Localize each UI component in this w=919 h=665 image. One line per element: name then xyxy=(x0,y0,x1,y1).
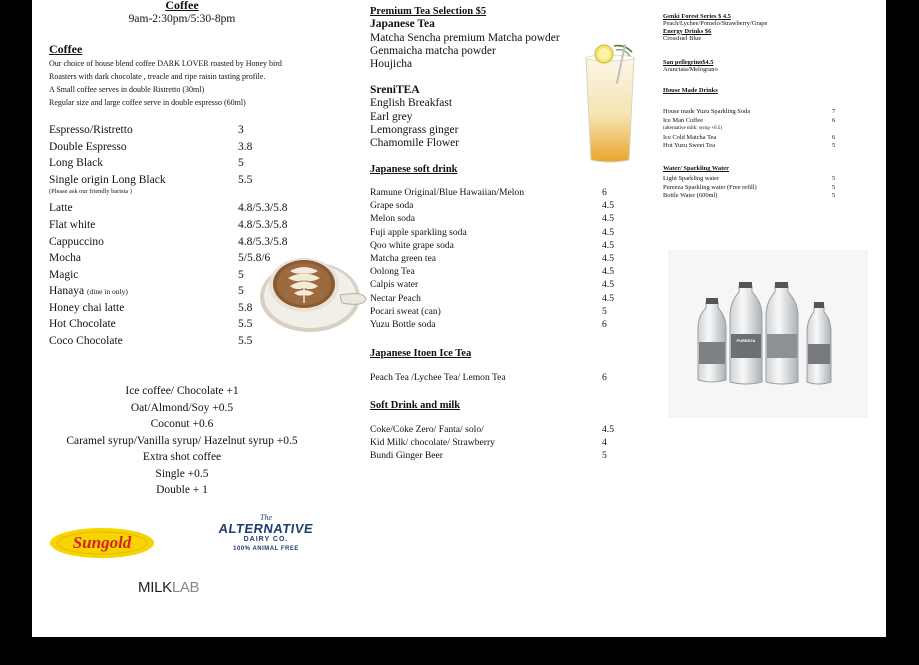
drink-name: Ice Man Coffee xyxy=(663,116,703,124)
sanpellegrino xyxy=(663,59,853,74)
drink-name: Pureeza Sparkling water (Free refill) xyxy=(663,183,757,191)
drink-name: Peach Tea /Lychee Tea/ Lemon Tea xyxy=(370,372,506,383)
drink-price: 5 xyxy=(832,175,836,182)
tea-item: Houjicha xyxy=(370,58,413,71)
menu-item-price: 5/5.8/6 xyxy=(238,252,271,264)
drink-name: Fuji apple sparkling soda xyxy=(370,226,467,238)
menu-sheet xyxy=(32,0,886,637)
alt-logo-tag: 100% ANIMAL FREE xyxy=(233,546,299,552)
soft-drink-milk-heading: Soft Drink and milk xyxy=(370,400,461,411)
drink-name: (alternative milk: syrup +0.5) xyxy=(663,126,722,131)
drink-name: Oolong Tea xyxy=(370,266,415,278)
col3-top xyxy=(663,13,853,43)
menu-item-price: 5.5 xyxy=(238,174,253,186)
sanpellegrino-heading: San pellegrino$4.5 xyxy=(663,59,714,66)
drink-price: 5 xyxy=(832,142,836,149)
opening-hours: 9am-2:30pm/5:30-8pm xyxy=(128,13,236,25)
alternative-dairy-logo xyxy=(216,513,316,563)
description-line: A Small coffee serves in double Ristretto (30ml) xyxy=(49,85,205,94)
energy-item: Crossfuel Blue xyxy=(663,35,702,43)
genki-flavours: Peach/Lychee/Pomelo/Strawberry/Grape xyxy=(663,20,768,28)
menu-item-name: Single origin Long Black xyxy=(49,174,166,186)
drink-price: 5 xyxy=(832,183,836,191)
srenitea-heading: SreniTEA xyxy=(370,84,420,96)
iced-drink-image xyxy=(580,42,640,166)
drink-name: Ramune Original/Blue Hawaiian/Melon xyxy=(370,187,524,198)
drink-name: Ice Cold Matcha Tea xyxy=(663,133,717,141)
extra-line: Single +0.5 xyxy=(155,467,209,480)
bottles-graphic xyxy=(668,250,868,418)
drink-price: 4.5 xyxy=(602,253,614,264)
coffee-extras xyxy=(52,383,312,499)
extra-line: Double + 1 xyxy=(156,484,208,496)
extra-line: Caramel syrup/Vanilla syrup/ Hazelnut syrup +0.5 xyxy=(66,434,298,447)
drink-price: 6 xyxy=(832,133,836,141)
drink-name: Calpis water xyxy=(370,279,419,291)
sanpellegrino-item: Aranciata/Melograno xyxy=(663,66,718,74)
bottle-label: PUREEZA xyxy=(736,338,756,343)
drink-price: 6 xyxy=(602,187,607,198)
genki-heading: Genki Forest Series $ 4.5 xyxy=(663,13,731,20)
description-line: Regular size and large coffee serve in double espresso (60ml) xyxy=(49,98,246,107)
alt-logo-sub: DAIRY CO. xyxy=(243,536,289,543)
menu-item-name: Long Black xyxy=(49,157,103,169)
itoen-heading: Japanese Itoen Ice Tea xyxy=(370,348,472,359)
drink-price: 6 xyxy=(832,116,836,124)
alt-logo-main: ALTERNATIVE xyxy=(217,521,315,536)
menu-item-name: Flat white xyxy=(49,219,96,231)
extra-line: Extra shot coffee xyxy=(142,451,222,463)
tea-item: Chamomile Flower xyxy=(370,137,460,150)
drink-name: Nectar Peach xyxy=(370,292,421,304)
bottles-image xyxy=(668,250,868,418)
drink-price: 5 xyxy=(602,450,607,462)
menu-item-hanaya xyxy=(49,285,128,298)
menu-item-name: Honey chai latte xyxy=(49,301,125,314)
menu-item-name: Cappuccino xyxy=(49,235,104,248)
menu-item-price: 5 xyxy=(238,268,244,281)
milklab-logo xyxy=(138,579,199,597)
extra-line: Coconut +0.6 xyxy=(150,418,214,430)
drink-name: Melon soda xyxy=(370,213,416,225)
drink-name: Grape soda xyxy=(370,200,414,212)
coffee-heading: Coffee xyxy=(49,42,83,56)
drink-price: 5 xyxy=(602,305,607,317)
premium-tea-heading: Premium Tea Selection $5 xyxy=(370,6,487,17)
house-made-heading: House Made Drinks xyxy=(663,87,718,94)
menu-item-price: 5 xyxy=(238,285,244,297)
coffee-title: Coffee xyxy=(165,0,199,12)
drink-name: Kid Milk/ chocolate/ Strawberry xyxy=(370,437,495,449)
drink-name: Matcha green tea xyxy=(370,253,437,264)
drink-price: 4.5 xyxy=(602,292,614,304)
water-heading: Water/ Sparkling Water xyxy=(663,165,729,172)
sungold-logo xyxy=(49,527,155,559)
drink-name: Qoo white grape soda xyxy=(370,239,454,251)
alt-logo-the: The xyxy=(260,513,272,522)
soft-drink-milk-list xyxy=(370,425,620,465)
menu-item-price: 3 xyxy=(238,124,244,136)
energy-heading: Energy Drinks $6 xyxy=(663,27,712,35)
menu-item-price: 5.5 xyxy=(238,318,253,330)
menu-item-price: 5 xyxy=(238,157,244,169)
menu-item-name: Magic xyxy=(49,268,79,281)
japanese-tea-heading: Japanese Tea xyxy=(370,18,435,31)
menu-item-price: 4.8/5.3/5.8 xyxy=(238,202,288,214)
menu-item-note: (dine in only) xyxy=(87,287,128,296)
menu-item-price: 5.8 xyxy=(238,301,253,314)
drink-price: 4 xyxy=(602,437,607,449)
drink-price: 5 xyxy=(832,192,836,199)
menu-item-name: Hanaya xyxy=(49,285,85,297)
menu-item-price: 4.8/5.3/5.8 xyxy=(238,219,288,231)
description-line: Roasters with dark chocolate , treacle and ripe raisin tasting profile. xyxy=(49,72,266,81)
drink-name: Bundi Ginger Beer xyxy=(370,450,444,462)
drink-name: House made Yuzu Sparkling Soda xyxy=(663,108,751,115)
latte-art-image xyxy=(260,253,370,335)
menu-item-note: (Please ask our friendly barista ) xyxy=(49,188,132,195)
drink-price: 4.5 xyxy=(602,266,614,278)
drink-name: Yuzu Bottle soda xyxy=(370,319,436,330)
menu-item-price: 5.5 xyxy=(238,334,253,347)
menu-item-name: Latte xyxy=(49,202,73,214)
drink-price: 4.5 xyxy=(602,226,614,238)
menu-item-name: Mocha xyxy=(49,252,81,264)
drink-price: 4.5 xyxy=(602,213,614,225)
description-line: Our choice of house blend coffee DARK LOVER roasted by Honey bird xyxy=(49,59,282,68)
drink-price: 6 xyxy=(602,372,607,383)
drink-name: Pocari sweat (can) xyxy=(370,305,441,317)
menu-item-price: 3.8 xyxy=(238,140,253,153)
menu-item-name: Double Espresso xyxy=(49,140,127,153)
menu-item-name: Espresso/Ristretto xyxy=(49,124,133,136)
tea-item: Earl grey xyxy=(370,110,413,123)
menu-item-name: Hot Chocolate xyxy=(49,318,116,330)
drink-name: Hot Yuzu Sweet Tea xyxy=(663,142,715,149)
japanese-soft-drink-heading: Japanese soft drink xyxy=(370,164,458,175)
drink-price: 4.5 xyxy=(602,200,614,212)
tea-item: Matcha Sencha premium Matcha powder xyxy=(370,31,560,44)
drink-price: 7 xyxy=(832,108,836,115)
extra-line: Ice coffee/ Chocolate +1 xyxy=(125,385,239,397)
drink-name: Light Sparkling water xyxy=(663,175,720,182)
extra-line: Oat/Almond/Soy +0.5 xyxy=(130,401,234,414)
drink-name: Bottle Water (600ml) xyxy=(663,192,718,199)
milklab-milk: MILK xyxy=(138,579,172,596)
tea-item: English Breakfast xyxy=(370,97,453,110)
house-made-list xyxy=(663,108,838,156)
sungold-wordmark: Sungold xyxy=(72,533,132,552)
tea-item: Genmaicha matcha powder xyxy=(370,44,496,57)
tea-item: Lemongrass ginger xyxy=(370,123,459,136)
drink-price: 6 xyxy=(602,319,607,330)
water-list xyxy=(663,175,838,205)
drink-price: 4.5 xyxy=(602,424,614,435)
coffee-description xyxy=(49,59,282,108)
menu-item-price: 4.8/5.3/5.8 xyxy=(238,235,288,248)
menu-item-name: Coco Chocolate xyxy=(49,334,123,347)
milklab-lab: LAB xyxy=(171,579,200,596)
japanese-soft-drink-list xyxy=(370,188,620,336)
drink-price: 4.5 xyxy=(602,239,614,251)
drink-price: 4.5 xyxy=(602,279,614,291)
drink-name: Coke/Coke Zero/ Fanta/ solo/ xyxy=(370,424,484,435)
